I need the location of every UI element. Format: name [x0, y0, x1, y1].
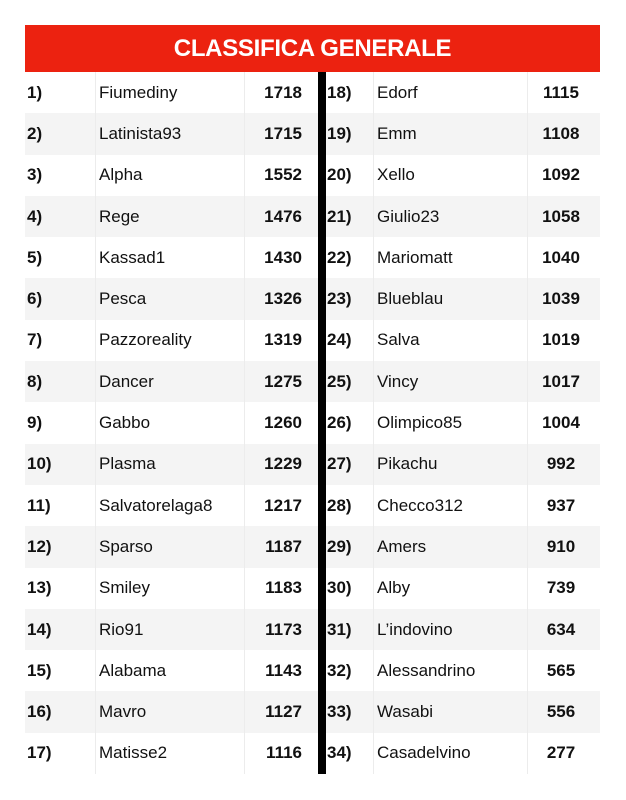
player-name: Salva	[374, 320, 528, 361]
rank-cell: 25)	[326, 361, 374, 402]
table-row	[326, 733, 600, 774]
table-row	[326, 402, 600, 443]
score-cell: 1187	[265, 536, 302, 556]
table-row	[326, 444, 600, 485]
player-name: Matisse2	[96, 733, 245, 774]
player-name: Plasma	[96, 444, 245, 485]
player-name: Salvatorelaga8	[96, 485, 245, 526]
player-name: Giulio23	[374, 196, 528, 237]
player-name: Rege	[96, 196, 245, 237]
score-cell: 1183	[265, 578, 302, 598]
table-row	[25, 485, 318, 526]
table-row	[326, 113, 600, 154]
rank-cell: 1)	[25, 72, 96, 113]
score-cell: 937	[546, 495, 576, 515]
table-row	[25, 237, 318, 278]
table-row	[25, 196, 318, 237]
column-divider	[318, 72, 326, 774]
table-row	[25, 691, 318, 732]
rank-cell: 6)	[25, 278, 96, 319]
table-row	[326, 278, 600, 319]
score-cell: 1173	[265, 619, 302, 639]
rank-cell: 13)	[25, 568, 96, 609]
table-row	[326, 155, 600, 196]
player-name: Latinista93	[96, 113, 245, 154]
rank-cell: 23)	[326, 278, 374, 319]
player-name: Olimpico85	[374, 402, 528, 443]
player-name: Edorf	[374, 72, 528, 113]
rank-cell: 2)	[25, 113, 96, 154]
table-row	[25, 568, 318, 609]
rank-cell: 12)	[25, 526, 96, 567]
table-row	[326, 485, 600, 526]
rank-cell: 16)	[25, 691, 96, 732]
table-row	[25, 609, 318, 650]
player-name: Alby	[374, 568, 528, 609]
player-name: Rio91	[96, 609, 245, 650]
score-cell: 1275	[264, 371, 302, 391]
rank-cell: 10)	[25, 444, 96, 485]
table-row	[326, 320, 600, 361]
player-name: Sparso	[96, 526, 245, 567]
rank-cell: 28)	[326, 485, 374, 526]
table-row	[25, 113, 318, 154]
table-row	[25, 361, 318, 402]
score-cell: 1017	[542, 371, 580, 391]
score-cell: 1019	[542, 330, 580, 350]
player-name: Alessandrino	[374, 650, 528, 691]
rank-cell: 18)	[326, 72, 374, 113]
rank-cell: 29)	[326, 526, 374, 567]
player-name: Pazzoreality	[96, 320, 245, 361]
rank-cell: 20)	[326, 155, 374, 196]
table-row	[326, 196, 600, 237]
score-cell: 1229	[264, 454, 302, 474]
score-cell: 1430	[264, 247, 302, 267]
rank-cell: 14)	[25, 609, 96, 650]
score-cell: 277	[546, 743, 576, 763]
rank-cell: 24)	[326, 320, 374, 361]
score-cell: 1039	[542, 289, 580, 309]
player-name: Blueblau	[374, 278, 528, 319]
score-cell: 1326	[264, 289, 302, 309]
player-name: Pesca	[96, 278, 245, 319]
score-cell: 634	[546, 619, 576, 639]
player-name: Mavro	[96, 691, 245, 732]
score-cell: 1715	[264, 123, 302, 143]
table-row	[25, 650, 318, 691]
rank-cell: 3)	[25, 155, 96, 196]
player-name: Gabbo	[96, 402, 245, 443]
table-row	[326, 237, 600, 278]
score-cell: 1127	[265, 702, 302, 722]
rank-cell: 19)	[326, 113, 374, 154]
player-name: Casadelvino	[374, 733, 528, 774]
table-row	[25, 444, 318, 485]
player-name: Xello	[374, 155, 528, 196]
score-cell: 739	[546, 578, 576, 598]
score-cell: 1552	[264, 165, 302, 185]
table-row	[326, 650, 600, 691]
player-name: Alpha	[96, 155, 245, 196]
table-row	[25, 278, 318, 319]
score-cell: 1115	[543, 82, 579, 102]
score-cell: 1108	[542, 123, 580, 143]
table-row	[25, 733, 318, 774]
table-row	[25, 526, 318, 567]
table-row	[326, 361, 600, 402]
table-row	[25, 72, 318, 113]
score-cell: 1116	[266, 743, 302, 763]
score-cell: 992	[546, 454, 576, 474]
score-cell: 556	[546, 702, 576, 722]
player-name: Mariomatt	[374, 237, 528, 278]
player-name: Vincy	[374, 361, 528, 402]
score-cell: 565	[546, 660, 576, 680]
table-row	[326, 72, 600, 113]
rank-cell: 33)	[326, 691, 374, 732]
score-cell: 1319	[264, 330, 302, 350]
rank-cell: 31)	[326, 609, 374, 650]
player-name: Emm	[374, 113, 528, 154]
rank-cell: 5)	[25, 237, 96, 278]
table-row	[326, 691, 600, 732]
table-row	[326, 609, 600, 650]
score-cell: 910	[546, 536, 576, 556]
score-cell: 1004	[542, 413, 580, 433]
rank-cell: 32)	[326, 650, 374, 691]
table-row	[326, 526, 600, 567]
score-cell: 1058	[542, 206, 580, 226]
player-name: Pikachu	[374, 444, 528, 485]
score-cell: 1217	[264, 495, 302, 515]
player-name: L’indovino	[374, 609, 528, 650]
score-cell: 1718	[264, 82, 302, 102]
score-cell: 1143	[265, 660, 302, 680]
ranking-table-right	[326, 72, 600, 774]
score-cell: 1040	[542, 247, 580, 267]
page-title: CLASSIFICA GENERALE	[25, 25, 600, 72]
player-name: Amers	[374, 526, 528, 567]
rank-cell: 34)	[326, 733, 374, 774]
table-row	[25, 155, 318, 196]
table-row	[25, 320, 318, 361]
player-name: Alabama	[96, 650, 245, 691]
player-name: Fiumediny	[96, 72, 245, 113]
rank-cell: 21)	[326, 196, 374, 237]
score-cell: 1260	[264, 413, 302, 433]
rank-cell: 15)	[25, 650, 96, 691]
rank-cell: 9)	[25, 402, 96, 443]
rank-cell: 11)	[25, 485, 96, 526]
rank-cell: 8)	[25, 361, 96, 402]
player-name: Wasabi	[374, 691, 528, 732]
rank-cell: 4)	[25, 196, 96, 237]
score-cell: 1092	[542, 165, 580, 185]
rank-cell: 26)	[326, 402, 374, 443]
rank-cell: 7)	[25, 320, 96, 361]
ranking-table-left	[25, 72, 318, 774]
player-name: Checco312	[374, 485, 528, 526]
rank-cell: 27)	[326, 444, 374, 485]
player-name: Dancer	[96, 361, 245, 402]
player-name: Kassad1	[96, 237, 245, 278]
table-row	[25, 402, 318, 443]
score-cell: 1476	[264, 206, 302, 226]
player-name: Smiley	[96, 568, 245, 609]
rank-cell: 22)	[326, 237, 374, 278]
table-row	[326, 568, 600, 609]
rank-cell: 30)	[326, 568, 374, 609]
rank-cell: 17)	[25, 733, 96, 774]
